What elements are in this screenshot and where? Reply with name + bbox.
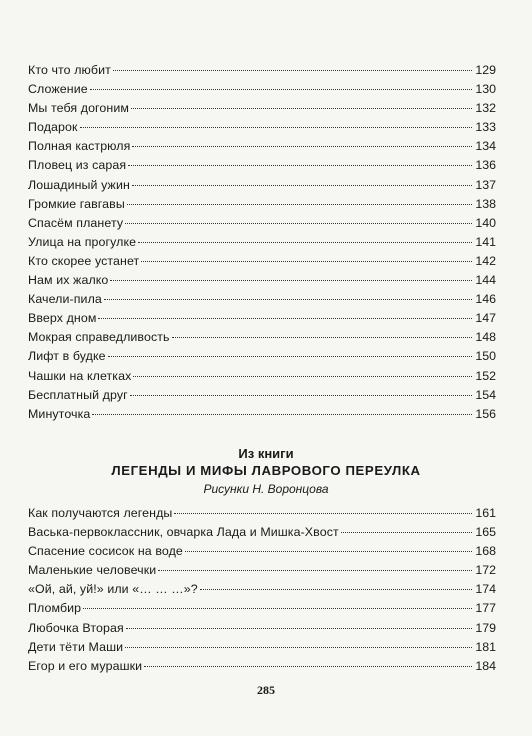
toc-entry-title: «Ой, ай, уй!» или «… … …»? — [28, 582, 198, 597]
dot-leader — [125, 647, 472, 648]
toc-entry — [28, 657, 496, 676]
toc-entry — [28, 405, 496, 424]
toc-entry — [28, 504, 496, 523]
toc-entry-title: Спасение сосисок на воде — [28, 544, 183, 559]
dot-leader — [108, 356, 472, 357]
toc-entry — [28, 195, 496, 214]
dot-leader — [110, 280, 472, 281]
page-number: 285 — [257, 683, 275, 697]
toc-entry — [28, 523, 496, 542]
toc-entry-title: Качели-пила — [28, 292, 102, 307]
dot-leader — [130, 395, 472, 396]
toc-entry-page: 147 — [475, 311, 496, 326]
dot-leader — [83, 608, 472, 609]
toc-entry — [28, 233, 496, 252]
toc-entry-page: 179 — [475, 620, 496, 635]
toc-entry-page: 184 — [475, 658, 496, 673]
section-book-title: ЛЕГЕНДЫ И МИФЫ ЛАВРОВОГО ПЕРЕУЛКА — [111, 463, 421, 478]
toc-entry-title: Пловец из сарая — [28, 158, 127, 173]
table-of-contents-bottom — [28, 504, 496, 676]
toc-entry-page: 168 — [475, 544, 496, 559]
toc-entry-title: Вверх дном — [28, 311, 97, 326]
toc-entry — [28, 309, 496, 328]
dot-leader — [92, 414, 472, 415]
toc-entry — [28, 619, 496, 638]
toc-entry-title: Любочка Вторая — [28, 620, 124, 635]
toc-entry-title: Улица на прогулке — [28, 234, 137, 249]
toc-entry — [28, 580, 496, 599]
dot-leader — [125, 223, 472, 224]
toc-entry-page: 172 — [475, 563, 496, 578]
dot-leader — [185, 551, 472, 552]
toc-entry-page: 154 — [475, 387, 496, 402]
toc-entry-title: Кто что любит — [28, 63, 111, 77]
dot-leader — [200, 589, 472, 590]
toc-entry — [28, 290, 496, 309]
toc-entry-page: 144 — [475, 273, 496, 288]
toc-entry-page: 130 — [475, 82, 496, 97]
toc-entry-page: 132 — [475, 101, 496, 116]
toc-entry-title: Как получаются легенды — [28, 506, 173, 520]
toc-entry-page: 137 — [475, 177, 496, 192]
toc-entry — [28, 80, 496, 99]
dot-leader — [113, 70, 472, 71]
toc-entry-page: 134 — [475, 139, 496, 154]
toc-entry-page: 165 — [475, 525, 496, 540]
dot-leader — [127, 204, 472, 205]
dot-leader — [131, 108, 472, 109]
toc-entry-title: Бесплатный друг — [28, 387, 128, 402]
toc-entry — [28, 118, 496, 137]
toc-entry — [28, 137, 496, 156]
table-of-contents-top — [28, 61, 496, 424]
toc-entry-title: Спасём планету — [28, 215, 124, 230]
dot-leader — [98, 318, 472, 319]
section-illustrator: Рисунки Н. Воронцова — [203, 482, 329, 496]
toc-entry — [28, 214, 496, 233]
toc-entry-page: 152 — [475, 368, 496, 383]
dot-leader — [80, 127, 472, 128]
toc-entry — [28, 328, 496, 347]
toc-entry-title: Громкие гавгавы — [28, 196, 125, 211]
toc-entry — [28, 347, 496, 366]
toc-entry-title: Васька-первоклассник, овчарка Лада и Мишка-Хвост — [28, 525, 339, 540]
toc-entry — [28, 176, 496, 195]
dot-leader — [158, 570, 472, 571]
toc-entry-page: 142 — [475, 253, 496, 268]
toc-entry-title: Лошадиный ужин — [28, 177, 130, 192]
dot-leader — [341, 532, 472, 533]
toc-entry-page: 148 — [475, 330, 496, 345]
toc-entry — [28, 99, 496, 118]
toc-entry-title: Пломбир — [28, 601, 82, 616]
dot-leader — [132, 185, 472, 186]
toc-entry — [28, 367, 496, 386]
dot-leader — [133, 376, 472, 377]
toc-entry-title: Чашки на клетках — [28, 368, 132, 383]
toc-entry-title: Мы тебя догоним — [28, 101, 129, 116]
dot-leader — [90, 89, 472, 90]
dot-leader — [128, 165, 472, 166]
toc-entry-title: Лифт в будке — [28, 349, 106, 364]
toc-entry-page: 174 — [475, 582, 496, 597]
toc-entry — [28, 638, 496, 657]
dot-leader — [172, 337, 472, 338]
toc-entry-title: Егор и его мурашки — [28, 658, 143, 673]
dot-leader — [174, 513, 472, 514]
toc-entry — [28, 561, 496, 580]
dot-leader — [138, 242, 472, 243]
toc-entry-page: 156 — [475, 406, 496, 421]
toc-entry-page: 177 — [475, 601, 496, 616]
toc-entry-page: 138 — [475, 196, 496, 211]
dot-leader — [126, 628, 472, 629]
toc-entry-page: 140 — [475, 215, 496, 230]
toc-entry — [28, 252, 496, 271]
toc-entry-title: Минуточка — [28, 406, 91, 421]
toc-entry-title: Маленькие человечки — [28, 563, 157, 578]
toc-entry-title: Сложение — [28, 82, 88, 97]
toc-entry-page: 129 — [475, 63, 496, 77]
toc-entry-title: Нам их жалко — [28, 273, 109, 288]
toc-entry — [28, 271, 496, 290]
toc-entry — [28, 542, 496, 561]
toc-entry-title: Полная кастрюля — [28, 139, 131, 154]
toc-entry-title: Подарок — [28, 120, 78, 135]
toc-entry-page: 161 — [475, 506, 496, 520]
section-from-book: Из книги — [238, 446, 294, 461]
toc-entry-title: Кто скорее устанет — [28, 253, 140, 268]
toc-entry-page: 136 — [475, 158, 496, 173]
toc-entry — [28, 61, 496, 80]
dot-leader — [141, 261, 472, 262]
toc-entry — [28, 599, 496, 618]
dot-leader — [104, 299, 472, 300]
dot-leader — [132, 146, 472, 147]
toc-entry — [28, 156, 496, 175]
toc-entry-title: Дети тёти Маши — [28, 639, 124, 654]
toc-entry-page: 150 — [475, 349, 496, 364]
toc-entry-page: 146 — [475, 292, 496, 307]
toc-entry-page: 141 — [475, 234, 496, 249]
toc-entry-page: 133 — [475, 120, 496, 135]
toc-entry — [28, 386, 496, 405]
dot-leader — [144, 666, 472, 667]
toc-entry-title: Мокрая справедливость — [28, 330, 170, 345]
toc-entry-page: 181 — [475, 639, 496, 654]
